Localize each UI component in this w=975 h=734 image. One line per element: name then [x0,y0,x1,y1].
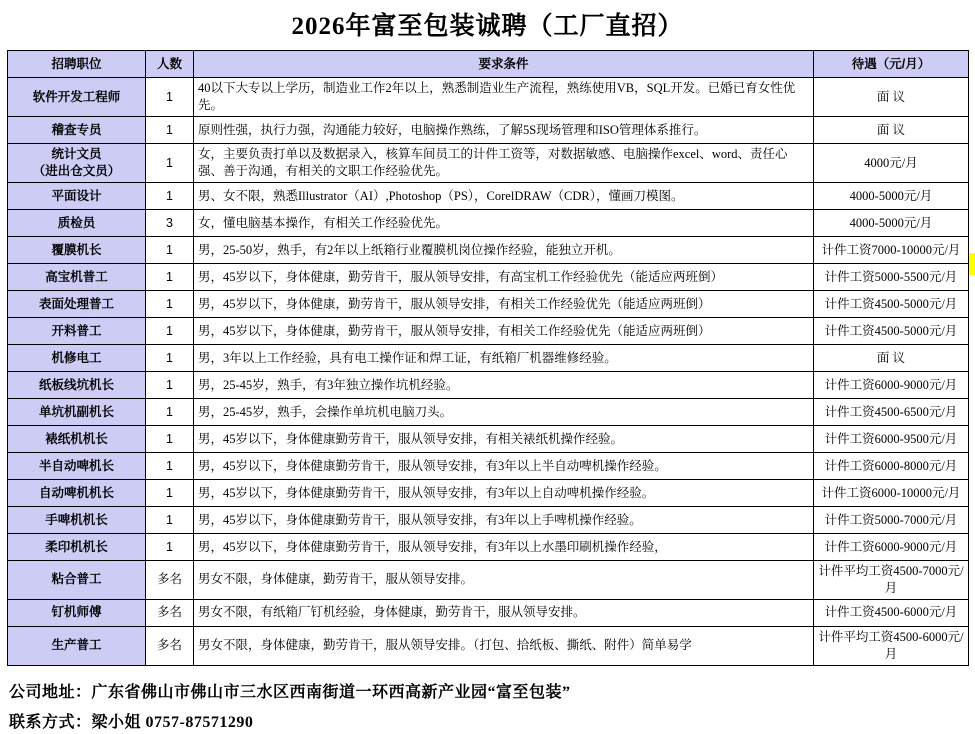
cell-pay: 面 议 [814,117,969,144]
cell-requirement: 男，3年以上工作经验，具有电工操作证和焊工证，有纸箱厂机器维修经验。 [194,345,814,372]
cell-requirement: 男女不限，身体健康，勤劳肯干，服从领导安排。 [194,561,814,600]
cell-requirement: 男，45岁以下，身体健康勤劳肯干，服从领导安排，有3年以上水墨印刷机操作经验， [194,534,814,561]
cell-pay: 计件工资6000-9500元/月 [814,426,969,453]
table-header [8,51,969,78]
contact-info: 联系方式：梁小姐 0757-87571290 [9,713,254,731]
table-row [8,626,969,665]
cell-position: 柔印机机长 [8,534,146,561]
cell-count: 1 [146,291,194,318]
cell-requirement: 男女不限，身体健康，勤劳肯干，服从领导安排。（打包、拾纸板、撕纸、附件）简单易学 [194,626,814,665]
cell-position: 手啤机机长 [8,507,146,534]
cell-position: 开料普工 [8,318,146,345]
table-row [8,318,969,345]
cell-requirement: 男，25-45岁，熟手，会操作单坑机电脑刀头。 [194,399,814,426]
column-header-count: 人数 [146,51,194,78]
cell-position: 质检员 [8,210,146,237]
table-row [8,599,969,626]
cell-pay: 计件工资6000-9000元/月 [814,372,969,399]
cell-count: 1 [146,507,194,534]
cell-requirement: 女，主要负责打单以及数据录入，核算车间员工的计件工资等，对数据敏感、电脑操作excel、word、责任心强、善于沟通，有相关的文职工作经验优先。 [194,144,814,183]
cell-position: 高宝机普工 [8,264,146,291]
cell-pay: 计件工资6000-9000元/月 [814,534,969,561]
cell-position: 半自动啤机长 [8,453,146,480]
table-row [8,291,969,318]
table-row [8,561,969,600]
cell-count: 3 [146,210,194,237]
cell-count: 多名 [146,626,194,665]
cell-requirement: 男，25-50岁，熟手，有2年以上纸箱行业覆膜机岗位操作经验，能独立开机。 [194,237,814,264]
table-row [8,237,969,264]
table-row [8,117,969,144]
cell-pay: 计件平均工资4500-7000元/月 [814,561,969,600]
cell-position: 表面处理普工 [8,291,146,318]
cell-requirement: 男，45岁以下，身体健康，勤劳肯干，服从领导安排，有相关工作经验优先（能适应两班倒） [194,291,814,318]
cell-position: 平面设计 [8,183,146,210]
cell-count: 1 [146,399,194,426]
cell-requirement: 男，45岁以下，身体健康勤劳肯干，服从领导安排，有3年以上手啤机操作经验。 [194,507,814,534]
cell-pay: 4000-5000元/月 [814,183,969,210]
table-row [8,264,969,291]
table-body [8,78,969,666]
cell-position: 覆膜机长 [8,237,146,264]
cell-position: 单坑机副机长 [8,399,146,426]
cell-count: 1 [146,264,194,291]
cell-pay: 计件工资5000-5500元/月 [814,264,969,291]
cell-pay: 面 议 [814,78,969,117]
cell-pay: 计件工资4500-6500元/月 [814,399,969,426]
table-header-row [8,51,969,78]
cell-position: 粘合普工 [8,561,146,600]
cell-position: 生产普工 [8,626,146,665]
cell-pay: 4000-5000元/月 [814,210,969,237]
table-row [8,144,969,183]
table-row [8,507,969,534]
cell-count: 1 [146,144,194,183]
cell-requirement: 男女不限，有纸箱厂钉机经验，身体健康，勤劳肯干，服从领导安排。 [194,599,814,626]
cell-count: 1 [146,534,194,561]
table-row [8,426,969,453]
cell-position: 软件开发工程师 [8,78,146,117]
table-row [8,345,969,372]
cell-pay: 计件平均工资4500-6000元/月 [814,626,969,665]
cell-pay: 计件工资4500-5000元/月 [814,291,969,318]
cell-count: 1 [146,237,194,264]
cell-requirement: 女，懂电脑基本操作，有相关工作经验优先。 [194,210,814,237]
cell-count: 多名 [146,561,194,600]
jobs-table [7,50,969,666]
cell-position: 稽查专员 [8,117,146,144]
cell-position: 裱纸机机长 [8,426,146,453]
table-row [8,183,969,210]
table-row [8,78,969,117]
cell-count: 多名 [146,599,194,626]
table-row [8,480,969,507]
cell-pay: 计件工资4500-5000元/月 [814,318,969,345]
cell-pay: 计件工资6000-10000元/月 [814,480,969,507]
cell-requirement: 男，45岁以下，身体健康勤劳肯干，服从领导安排，有相关裱纸机操作经验。 [194,426,814,453]
page-title: 2026年富至包装诚聘（工厂直招） [291,13,684,40]
cell-requirement: 原则性强，执行力强，沟通能力较好，电脑操作熟练，了解5S现场管理和ISO管理体系推行。 [194,117,814,144]
table-row [8,372,969,399]
cell-pay: 面 议 [814,345,969,372]
cell-requirement: 男、女不限，熟悉Illustrator（AI）,Photoshop（PS），CorelDRAW（CDR），懂画刀模图。 [194,183,814,210]
cell-count: 1 [146,183,194,210]
column-header-pay: 待遇（元/月） [814,51,969,78]
cell-position: 纸板线坑机长 [8,372,146,399]
table-row [8,210,969,237]
cell-requirement: 男，45岁以下，身体健康勤劳肯干，服从领导安排，有3年以上自动啤机操作经验。 [194,480,814,507]
cell-count: 1 [146,453,194,480]
cell-requirement: 男，45岁以下，身体健康，勤劳肯干，服从领导安排，有相关工作经验优先（能适应两班倒） [194,318,814,345]
cell-count: 1 [146,117,194,144]
cell-count: 1 [146,318,194,345]
cell-count: 1 [146,345,194,372]
cell-pay: 计件工资5000-7000元/月 [814,507,969,534]
table-row [8,453,969,480]
cell-count: 1 [146,426,194,453]
cell-requirement: 40以下大专以上学历，制造业工作2年以上，熟悉制造业生产流程，熟练使用VB，SQL开发。已婚已育女性优先。 [194,78,814,117]
highlight-marker [969,253,975,275]
cell-requirement: 男，25-45岁，熟手，有3年独立操作坑机经验。 [194,372,814,399]
column-header-requirement: 要求条件 [194,51,814,78]
cell-count: 1 [146,372,194,399]
cell-position: 自动啤机机长 [8,480,146,507]
table-row [8,534,969,561]
cell-count: 1 [146,78,194,117]
cell-pay: 计件工资4500-6000元/月 [814,599,969,626]
cell-pay: 计件工资6000-8000元/月 [814,453,969,480]
cell-pay: 计件工资7000-10000元/月 [814,237,969,264]
cell-pay: 4000元/月 [814,144,969,183]
company-address: 公司地址：广东省佛山市佛山市三水区西南街道一环西高新产业园“富至包装” [9,683,571,701]
column-header-position: 招聘职位 [8,51,146,78]
cell-requirement: 男，45岁以下，身体健康勤劳肯干，服从领导安排，有3年以上半自动啤机操作经验。 [194,453,814,480]
cell-requirement: 男，45岁以下，身体健康，勤劳肯干，服从领导安排，有高宝机工作经验优先（能适应两班倒） [194,264,814,291]
cell-count: 1 [146,480,194,507]
cell-position: 机修电工 [8,345,146,372]
cell-position: 统计文员 （进出仓文员） [8,144,146,183]
table-row [8,399,969,426]
footer [7,676,968,734]
cell-position: 钉机师傅 [8,599,146,626]
